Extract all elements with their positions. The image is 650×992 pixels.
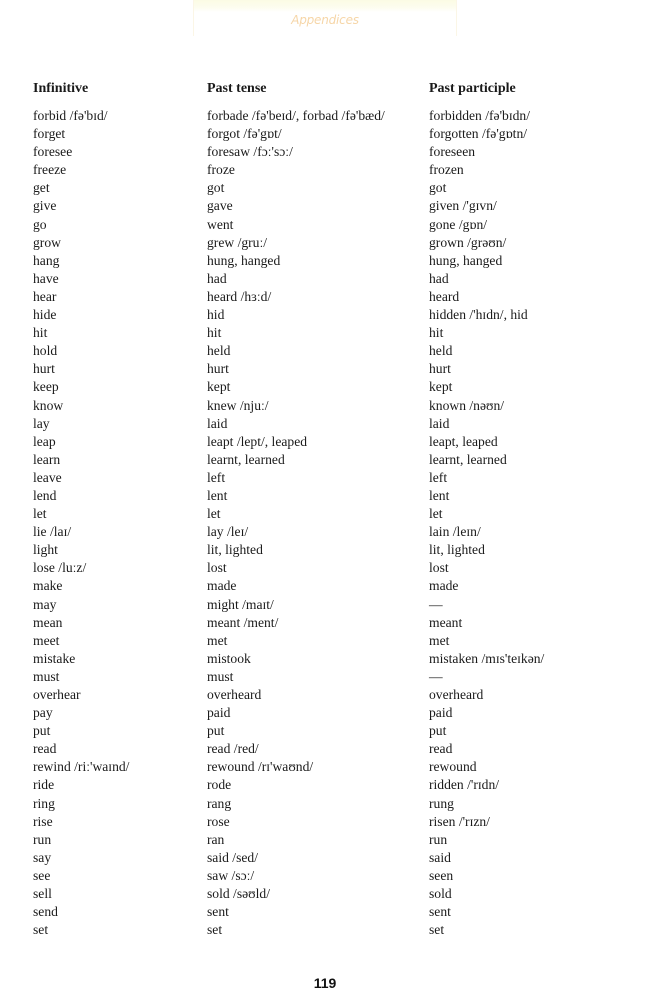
table-row — [33, 867, 633, 885]
past-tense-cell: put — [207, 723, 225, 739]
infinitive-cell: hold — [33, 343, 58, 359]
infinitive-cell: leap — [33, 433, 56, 449]
infinitive-cell: go — [33, 216, 47, 232]
table-row — [33, 921, 633, 939]
past-tense-cell: said /sed/ — [207, 849, 258, 865]
past-participle-cell: heard — [429, 288, 460, 304]
past-tense-cell: mistook — [207, 650, 251, 666]
table-row — [33, 469, 633, 487]
past-participle-cell: rung — [429, 795, 454, 811]
past-participle-cell: frozen — [429, 162, 464, 178]
irregular-verbs-table — [33, 80, 633, 939]
past-tense-cell: rose — [207, 813, 230, 829]
past-tense-cell: hit — [207, 325, 222, 341]
table-row — [33, 795, 633, 813]
past-tense-cell: got — [207, 180, 225, 196]
past-tense-cell: froze — [207, 162, 235, 178]
past-participle-cell: gone /gɒn/ — [429, 216, 488, 232]
past-participle-cell: — — [429, 596, 443, 612]
past-tense-cell: learnt, learned — [207, 451, 285, 467]
table-row — [33, 161, 633, 179]
table-row — [33, 596, 633, 614]
infinitive-cell: lose /luːz/ — [33, 560, 87, 576]
past-tense-cell: rewound /rɪ'waʊnd/ — [207, 759, 314, 775]
past-participle-cell: read — [429, 741, 453, 757]
infinitive-cell: give — [33, 198, 57, 214]
infinitive-cell: read — [33, 741, 57, 757]
past-participle-cell: given /'gɪvn/ — [429, 198, 497, 214]
past-tense-cell: kept — [207, 379, 231, 395]
table-row — [33, 270, 633, 288]
past-tense-cell: meant /ment/ — [207, 614, 279, 630]
past-tense-cell: rang — [207, 795, 232, 811]
table-row — [33, 433, 633, 451]
table-row — [33, 451, 633, 469]
infinitive-cell: know — [33, 397, 64, 413]
past-tense-cell: saw /sɔː/ — [207, 867, 255, 883]
past-tense-cell: gave — [207, 198, 233, 214]
table-row — [33, 378, 633, 396]
infinitive-cell: meet — [33, 632, 60, 648]
infinitive-cell: freeze — [33, 162, 67, 178]
past-tense-cell: made — [207, 578, 237, 594]
past-tense-cell: hung, hanged — [207, 252, 281, 268]
table-row — [33, 559, 633, 577]
past-participle-cell: made — [429, 578, 459, 594]
table-row — [33, 179, 633, 197]
infinitive-cell: send — [33, 904, 58, 920]
table-row — [33, 722, 633, 740]
past-participle-cell: — — [429, 668, 443, 684]
past-tense-cell: forbade /fə'beɪd/, forbad /fə'bæd/ — [207, 108, 385, 123]
past-participle-cell: laid — [429, 415, 450, 431]
table-row — [33, 614, 633, 632]
past-tense-cell: might /maɪt/ — [207, 596, 274, 612]
past-participle-cell: ridden /'rɪdn/ — [429, 777, 500, 793]
past-tense-cell: rode — [207, 777, 232, 793]
infinitive-cell: mistake — [33, 650, 76, 666]
infinitive-cell: say — [33, 849, 52, 865]
table-row — [33, 107, 633, 125]
infinitive-cell: ring — [33, 795, 55, 811]
section-title: Appendices — [291, 13, 359, 27]
past-participle-cell: left — [429, 469, 448, 485]
past-tense-cell: knew /njuː/ — [207, 397, 269, 413]
infinitive-cell: foresee — [33, 144, 73, 160]
past-participle-cell: said — [429, 849, 451, 865]
table-row — [33, 306, 633, 324]
table-row — [33, 668, 633, 686]
table-row — [33, 704, 633, 722]
past-tense-cell: paid — [207, 705, 231, 721]
past-tense-cell: overheard — [207, 687, 262, 702]
past-tense-cell: met — [207, 632, 228, 648]
infinitive-cell: leave — [33, 469, 62, 485]
past-participle-cell: got — [429, 180, 447, 196]
infinitive-cell: may — [33, 596, 57, 612]
past-tense-cell: went — [207, 216, 234, 232]
infinitive-cell: ride — [33, 777, 55, 793]
past-participle-cell: seen — [429, 867, 454, 883]
past-participle-cell: learnt, learned — [429, 451, 507, 467]
infinitive-cell: forget — [33, 126, 66, 142]
past-participle-cell: sent — [429, 904, 451, 920]
infinitive-cell: hide — [33, 307, 57, 323]
past-participle-cell: kept — [429, 379, 453, 395]
past-tense-cell: must — [207, 668, 234, 684]
past-tense-cell: forgot /fə'gɒt/ — [207, 126, 282, 142]
infinitive-cell: see — [33, 867, 51, 883]
table-body — [33, 107, 633, 939]
column-header-past-tense: Past tense — [207, 81, 267, 96]
infinitive-cell: learn — [33, 451, 61, 467]
table-row — [33, 415, 633, 433]
table-row — [33, 288, 633, 306]
infinitive-cell: rewind /riː'waɪnd/ — [33, 759, 130, 775]
table-row — [33, 252, 633, 270]
table-row — [33, 397, 633, 415]
infinitive-cell: hang — [33, 252, 60, 268]
past-participle-cell: grown /grəʊn/ — [429, 234, 507, 250]
infinitive-cell: forbid /fə'bɪd/ — [33, 108, 108, 123]
table-row — [33, 234, 633, 252]
past-tense-cell: heard /hɜːd/ — [207, 288, 272, 304]
past-participle-cell: overheard — [429, 687, 484, 702]
infinitive-cell: overhear — [33, 687, 81, 702]
past-tense-cell: ran — [207, 831, 225, 847]
past-participle-cell: lain /leɪn/ — [429, 524, 481, 540]
past-tense-cell: sold /səʊld/ — [207, 886, 270, 902]
past-participle-cell: forbidden /fə'bɪdn/ — [429, 108, 530, 123]
past-participle-cell: leapt, leaped — [429, 433, 498, 449]
past-participle-cell: lit, lighted — [429, 542, 485, 558]
page-number: 119 — [313, 975, 337, 991]
table-row — [33, 650, 633, 668]
past-participle-cell: lost — [429, 560, 449, 576]
infinitive-cell: put — [33, 723, 51, 739]
past-participle-cell: run — [429, 831, 448, 847]
past-tense-cell: leapt /lept/, leaped — [207, 433, 308, 449]
past-tense-cell: grew /gruː/ — [207, 234, 268, 250]
infinitive-cell: keep — [33, 379, 59, 395]
infinitive-cell: hit — [33, 325, 48, 341]
table-row — [33, 197, 633, 215]
past-tense-cell: hid — [207, 307, 225, 323]
infinitive-cell: have — [33, 270, 59, 286]
past-participle-cell: hung, hanged — [429, 252, 503, 268]
column-header-infinitive: Infinitive — [33, 81, 89, 96]
table-row — [33, 324, 633, 342]
infinitive-cell: light — [33, 542, 58, 558]
past-tense-cell: held — [207, 343, 231, 359]
past-participle-cell: risen /'rɪzn/ — [429, 813, 490, 829]
column-header-past-participle: Past participle — [429, 81, 516, 96]
past-tense-cell: lost — [207, 560, 227, 576]
infinitive-cell: let — [33, 506, 47, 522]
infinitive-cell: hurt — [33, 361, 55, 377]
past-participle-cell: had — [429, 270, 449, 286]
infinitive-cell: mean — [33, 614, 63, 630]
past-participle-cell: meant — [429, 614, 463, 630]
table-row — [33, 885, 633, 903]
table-row — [33, 903, 633, 921]
infinitive-cell: lend — [33, 487, 57, 503]
table-row — [33, 360, 633, 378]
past-tense-cell: laid — [207, 415, 228, 431]
past-tense-cell: had — [207, 270, 227, 286]
past-participle-cell: known /nəʊn/ — [429, 397, 505, 413]
past-tense-cell: left — [207, 469, 226, 485]
table-row — [33, 523, 633, 541]
past-tense-cell: hurt — [207, 361, 229, 377]
table-row — [33, 758, 633, 776]
table-row — [33, 740, 633, 758]
past-participle-cell: put — [429, 723, 447, 739]
table-row — [33, 541, 633, 559]
past-participle-cell: let — [429, 506, 443, 522]
past-tense-cell: lit, lighted — [207, 542, 263, 558]
table-row — [33, 831, 633, 849]
past-participle-cell: met — [429, 632, 450, 648]
table-row — [33, 577, 633, 595]
past-participle-cell: hurt — [429, 361, 451, 377]
table-row — [33, 487, 633, 505]
past-participle-cell: set — [429, 922, 445, 938]
past-participle-cell: lent — [429, 487, 450, 503]
past-participle-cell: foreseen — [429, 144, 476, 160]
infinitive-cell: set — [33, 922, 49, 938]
infinitive-cell: lay — [33, 415, 50, 431]
past-participle-cell: hit — [429, 325, 444, 341]
infinitive-cell: get — [33, 180, 50, 196]
past-tense-cell: read /red/ — [207, 741, 259, 757]
past-tense-cell: foresaw /fɔː'sɔː/ — [207, 144, 293, 160]
past-participle-cell: paid — [429, 705, 453, 721]
infinitive-cell: run — [33, 831, 52, 847]
past-tense-cell: let — [207, 506, 221, 522]
table-row — [33, 216, 633, 234]
past-tense-cell: set — [207, 922, 223, 938]
past-tense-cell: lay /leɪ/ — [207, 524, 249, 540]
past-participle-cell: hidden /'hɪdn/, hid — [429, 307, 528, 323]
table-row — [33, 813, 633, 831]
infinitive-cell: sell — [33, 886, 52, 902]
infinitive-cell: pay — [33, 705, 53, 721]
past-participle-cell: sold — [429, 886, 452, 902]
table-row — [33, 125, 633, 143]
running-header — [193, 0, 457, 36]
infinitive-cell: must — [33, 668, 60, 684]
table-row — [33, 505, 633, 523]
table-row — [33, 686, 633, 704]
table-row — [33, 849, 633, 867]
table-row — [33, 143, 633, 161]
table-header-row — [33, 80, 633, 107]
infinitive-cell: hear — [33, 288, 57, 304]
past-tense-cell: lent — [207, 487, 228, 503]
infinitive-cell: lie /laɪ/ — [33, 524, 72, 540]
past-participle-cell: rewound — [429, 759, 477, 775]
infinitive-cell: make — [33, 578, 63, 594]
infinitive-cell: grow — [33, 234, 61, 250]
infinitive-cell: rise — [33, 813, 53, 829]
past-tense-cell: sent — [207, 904, 229, 920]
table-row — [33, 776, 633, 794]
past-participle-cell: held — [429, 343, 453, 359]
past-participle-cell: forgotten /fə'gɒtn/ — [429, 126, 528, 142]
past-participle-cell: mistaken /mɪs'teɪkən/ — [429, 650, 545, 666]
table-row — [33, 632, 633, 650]
table-row — [33, 342, 633, 360]
